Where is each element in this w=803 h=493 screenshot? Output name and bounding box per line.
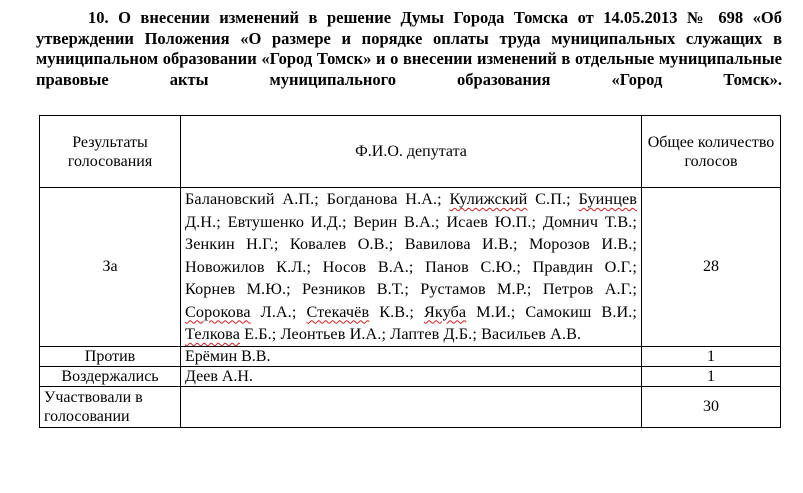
deputy-name-flagged: Сорокова xyxy=(185,302,251,321)
deputy-name: Панов С.Ю.; xyxy=(425,257,533,276)
table-row-for xyxy=(40,188,781,347)
deputy-name: Верин В.А.; xyxy=(353,212,447,231)
row-participated-count: 30 xyxy=(642,386,781,427)
table-row-abstained xyxy=(40,366,781,386)
row-participated-label: Участвовали в голосовании xyxy=(40,386,181,427)
deputy-name: Балановский А.П.; xyxy=(185,190,327,208)
deputy-initials: Е.Б.; xyxy=(239,325,281,343)
row-against-names: Ерёмин В.В. xyxy=(181,346,642,366)
deputy-name: Леонтьев И.А.; xyxy=(280,325,391,343)
header-result: Результаты голосования xyxy=(40,116,181,188)
deputy-name: Правдин О.Г.; xyxy=(532,257,637,276)
deputy-name: Корнев М.Ю.; xyxy=(185,280,302,298)
deputy-name: Новожилов К.Л.; xyxy=(185,257,323,276)
row-for-count: 28 xyxy=(642,188,781,347)
row-against-label: Против xyxy=(40,346,181,366)
deputy-name: Лаптев Д.Б.; xyxy=(390,325,482,343)
deputy-name-flagged: Стекачёв xyxy=(306,302,370,321)
deputy-name: Ковалев О.В.; xyxy=(289,235,405,253)
row-abstained-count: 1 xyxy=(642,366,781,386)
deputy-name: Евтушенко И.Д.; xyxy=(227,212,354,231)
row-against-count: 1 xyxy=(642,346,781,366)
deputy-name-flagged: Телкова xyxy=(185,325,240,343)
deputy-initials: Л.А.; xyxy=(250,302,307,321)
deputy-initials: Д.Н.; xyxy=(185,212,228,231)
deputy-name: Носов В.А.; xyxy=(322,257,426,276)
deputy-name: Васильев А.В. xyxy=(481,325,582,343)
deputy-name: Резников В.Т.; xyxy=(302,280,421,298)
heading-line-1: 10. О внесении изменений в решение Думы Города Томска от 14.05.2013 № 698 xyxy=(88,8,744,27)
heading-line-2: «Об утверждении Положения «О размере и порядке оплаты труда муниципальных xyxy=(36,8,783,48)
row-abstained-label: Воздержались xyxy=(40,366,181,386)
deputy-name-flagged: Кулижский xyxy=(449,190,528,208)
row-for-label: За xyxy=(40,188,181,347)
row-participated-names xyxy=(181,386,642,427)
deputy-initials: С.П.; xyxy=(527,190,579,208)
voting-results-table xyxy=(39,115,781,428)
deputy-name: Самокиш В.И.; xyxy=(525,302,637,321)
agenda-item-heading xyxy=(36,8,782,90)
deputy-name: Петров А.Г.; xyxy=(542,280,638,298)
heading-line-3: служащих в муниципальном образовании «Город Томск» и о внесении изменений в xyxy=(36,28,782,68)
row-abstained-names: Деев А.Н. xyxy=(181,366,642,386)
row-for-names xyxy=(181,188,642,347)
deputy-name-flagged: Якуба xyxy=(423,302,467,321)
deputy-name: Рустамов М.Р.; xyxy=(420,280,543,298)
deputy-initials: М.И.; xyxy=(466,302,526,321)
deputy-initials: К.В.; xyxy=(369,302,424,321)
deputy-name: Зенкин Н.Г.; xyxy=(185,235,290,253)
header-fio: Ф.И.О. депутата xyxy=(181,116,642,188)
deputy-name: Морозов И.В.; xyxy=(529,235,638,253)
deputy-name: Домнич Т.В.; xyxy=(542,212,637,231)
deputy-name: Богданова Н.А.; xyxy=(326,190,450,208)
table-row-against xyxy=(40,346,781,366)
deputy-name-flagged: Буинцев xyxy=(578,190,637,208)
header-total: Общее количество голосов xyxy=(642,116,781,188)
deputy-name: Вавилова И.В.; xyxy=(404,235,530,253)
heading-line-5: Томск». xyxy=(723,69,783,89)
table-row-participated xyxy=(40,386,781,427)
table-header-row xyxy=(40,116,781,188)
heading-line-4: отдельные муниципальные правовые акты муниципального образования «Город xyxy=(36,49,782,89)
deputy-name: Исаев Ю.П.; xyxy=(446,212,543,231)
